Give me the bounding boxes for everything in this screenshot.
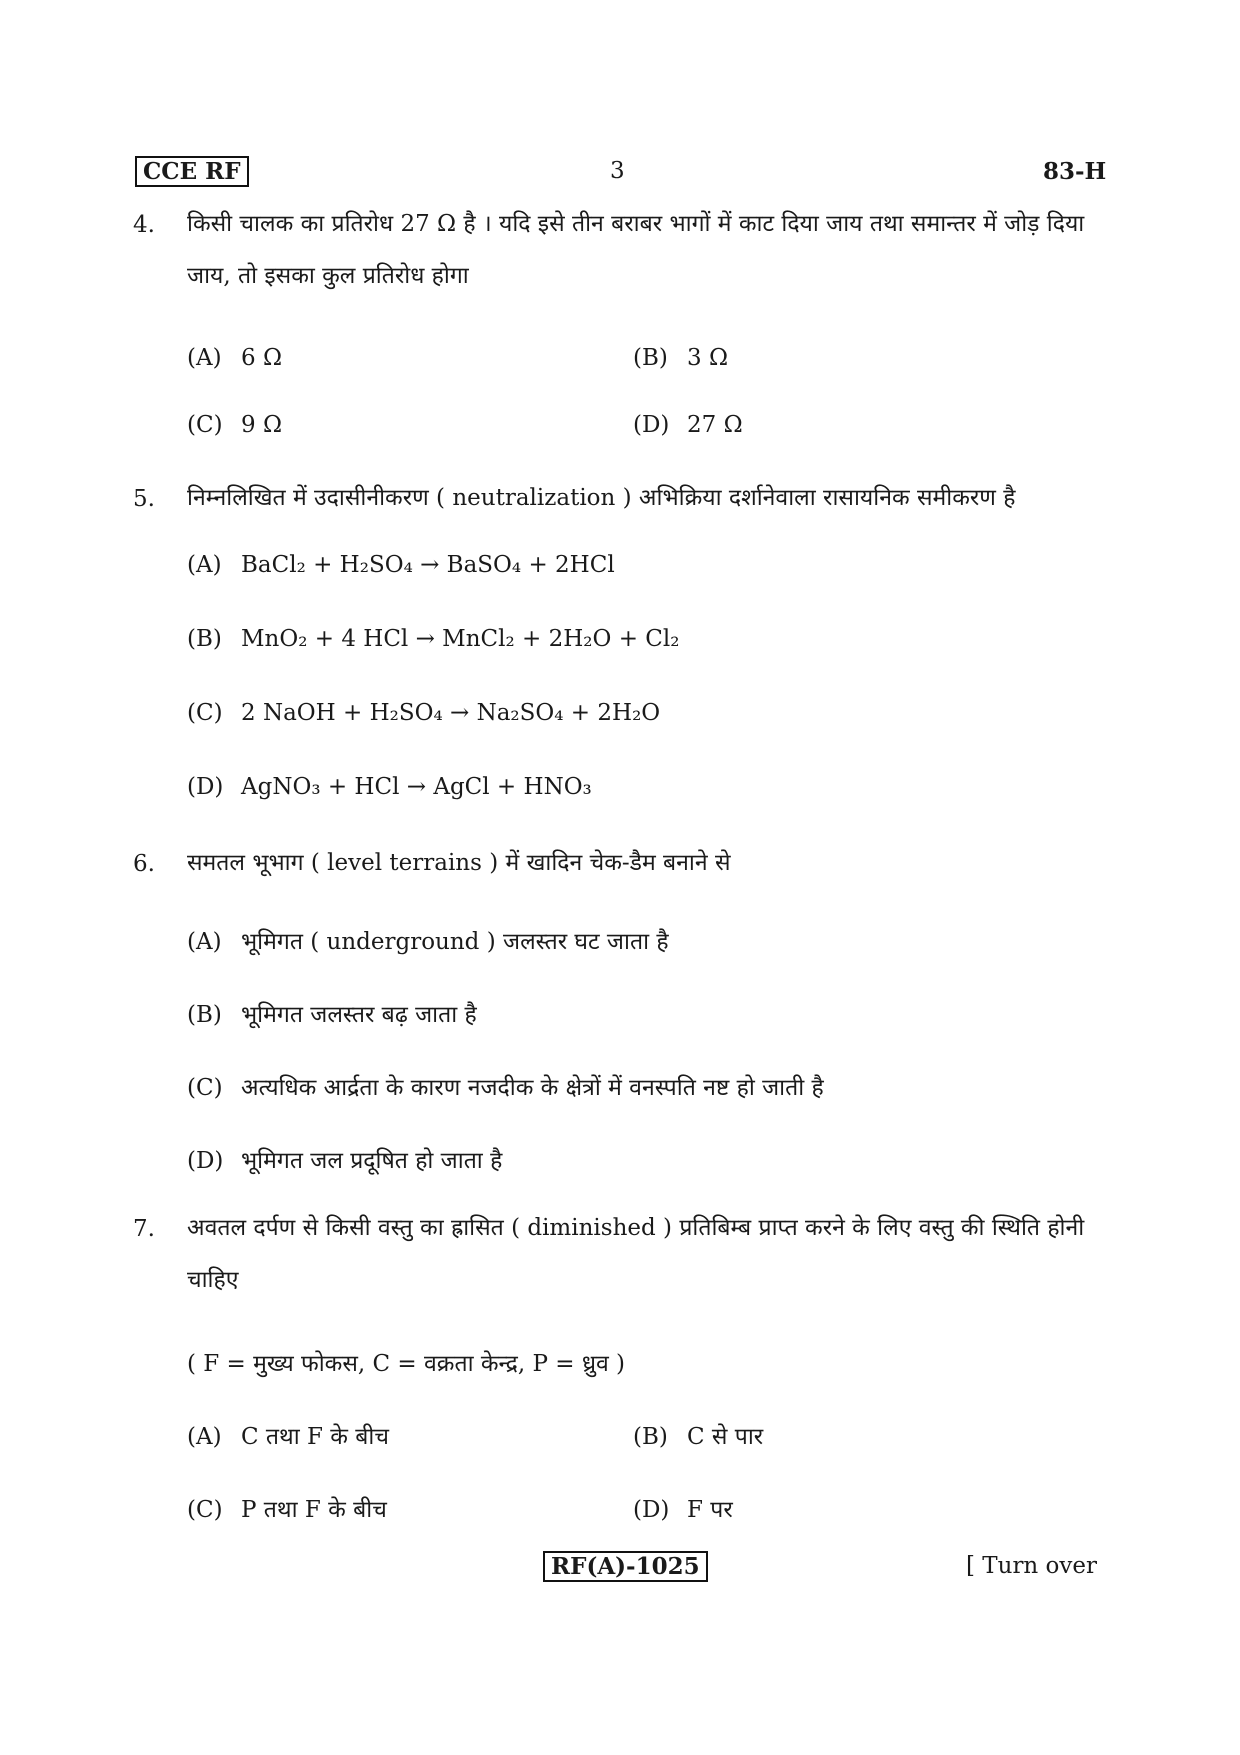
option-label: (C) [187,412,223,438]
q6-option-a [187,924,669,956]
option-label: (C) [187,1497,223,1523]
q5-option-d [187,774,592,800]
q7-note: ( F = मुख्य फोकस, C = वक्रता केन्द्र, P = ध्रुव ) [187,1351,626,1377]
option-label: (D) [187,774,224,800]
footer-code [543,1553,708,1580]
footer-code-text: RF(A)-1025 [543,1551,708,1582]
header-left-code-text: CCE RF [135,156,249,187]
option-text: AgNO₃ + HCl → AgCl + HNO₃ [241,774,592,800]
option-label: (A) [187,552,222,578]
option-label: (B) [633,1424,668,1450]
question-6 [133,851,1108,889]
option-label: (B) [633,345,668,371]
q7-option-c [187,1492,387,1524]
option-label: (B) [187,1002,222,1028]
q6-option-c [187,1070,824,1102]
header-left-code [135,158,249,185]
option-text: MnO₂ + 4 HCl → MnCl₂ + 2H₂O + Cl₂ [241,626,680,652]
option-label: (D) [633,1497,670,1523]
option-text: BaCl₂ + H₂SO₄ → BaSO₄ + 2HCl [241,552,615,578]
option-text: भूमिगत जलस्तर बढ़ जाता है [241,1002,477,1028]
option-text: 2 NaOH + H₂SO₄ → Na₂SO₄ + 2H₂O [241,700,661,726]
question-number: 5. [133,486,155,512]
option-text: 9 Ω [241,412,283,438]
option-text: 6 Ω [241,345,283,371]
q7-option-b [633,1419,763,1451]
option-text: C से पार [687,1424,764,1450]
q4-option-c [187,412,282,438]
q4-option-d [633,412,743,438]
q5-option-c [187,700,660,726]
q6-option-d [187,1143,502,1175]
option-text: अत्यधिक आर्द्रता के कारण नजदीक के क्षेत्रों में वनस्पति नष्ट हो जाती है [241,1075,824,1101]
question-number: 7. [133,1216,155,1242]
option-text: P तथा F के बीच [241,1497,387,1523]
q7-option-a [187,1419,389,1451]
option-text: C तथा F के बीच [241,1424,389,1450]
question-text: अवतल दर्पण से किसी वस्तु का ह्रासित ( diminished ) प्रतिबिम्ब प्राप्त करने के लिए वस्तु की स्थिति होनी चाहिए [187,1215,1085,1293]
option-label: (D) [187,1148,224,1174]
option-text: भूमिगत ( underground ) जलस्तर घट जाता है [241,929,669,955]
option-label: (A) [187,1424,222,1450]
q4-option-b [633,345,728,371]
option-label: (B) [187,626,222,652]
question-5 [133,486,1108,524]
option-text: F पर [687,1497,733,1523]
option-label: (C) [187,700,223,726]
header-right-code: 83-H [1043,158,1107,185]
q5-option-b [187,626,679,652]
q6-option-b [187,997,477,1029]
option-text: 3 Ω [687,345,729,371]
option-label: (A) [187,929,222,955]
question-4 [133,212,1108,302]
question-number: 4. [133,212,155,238]
option-label: (A) [187,345,222,371]
page-number: 3 [610,158,625,184]
option-text: 27 Ω [687,412,743,438]
q4-option-a [187,345,282,371]
question-7 [133,1216,1108,1306]
question-text: निम्नलिखित में उदासीनीकरण ( neutralization ) अभिक्रिया दर्शानेवाला रासायनिक समीकरण है [187,485,1016,511]
turn-over-note: [ Turn over [966,1553,1098,1579]
question-text: समतल भूभाग ( level terrains ) में खादिन चेक-डैम बनाने से [187,850,731,876]
option-label: (C) [187,1075,223,1101]
option-text: भूमिगत जल प्रदूषित हो जाता है [241,1148,503,1174]
question-number: 6. [133,851,155,877]
q7-option-d [633,1492,733,1524]
option-label: (D) [633,412,670,438]
question-text: किसी चालक का प्रतिरोध 27 Ω है । यदि इसे तीन बराबर भागों में काट दिया जाय तथा समान्तर में जोड़ दिया जाय, तो इसका कुल प्रतिरोध होगा [187,211,1085,289]
q5-option-a [187,552,615,578]
